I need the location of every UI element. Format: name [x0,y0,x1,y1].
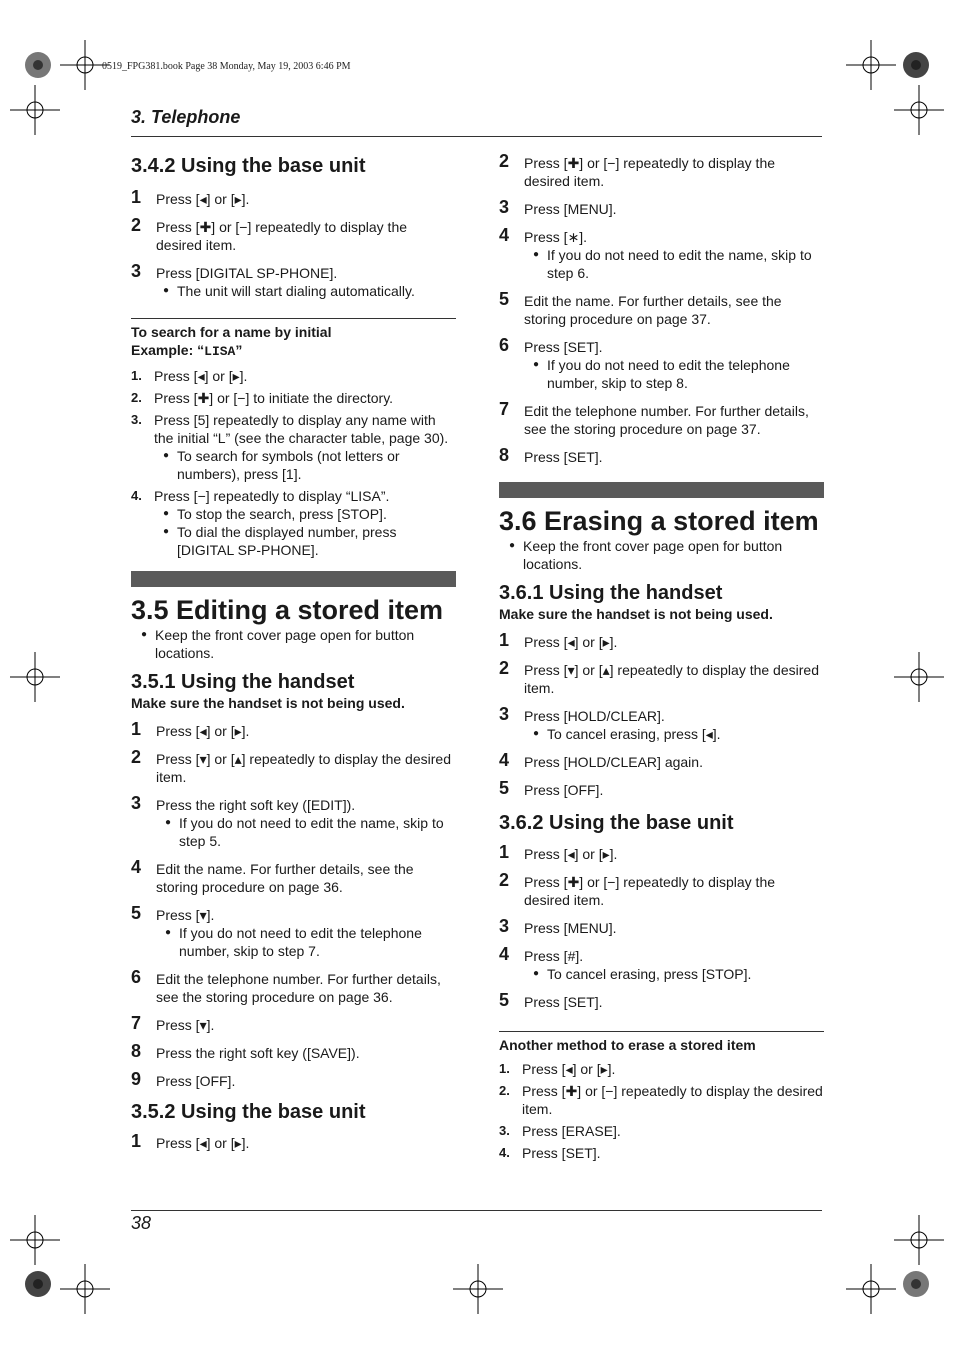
bullet: ● If you do not need to edit the name, skip to step 6. [533,247,812,281]
search-step: 4. Press [−] repeatedly to display “LISA”. [131,488,390,504]
bullet: ● If you do not need to edit the telephone number, skip to step 7. [165,925,422,959]
step: 3 Press the right soft key ([EDIT]). [131,793,356,813]
step: 6 Edit the telephone number. For further details, see the storing procedure on page 36. [131,967,441,1005]
search-step: 3. Press [5] repeatedly to display any name with the initial “L” (see the character table, page 30). [131,412,449,446]
bullet: ● Keep the front cover page open for button locations. [509,538,783,572]
search-title: To search for a name by initial [131,318,456,341]
bullet: ● If you do not need to edit the telephone number, skip to step 8. [533,357,790,391]
page-number: 38 [131,1213,152,1233]
step: 2 Press [▾] or [▴] repeatedly to display the desired item. [131,747,451,785]
heading-3-4-2: 3.4.2 Using the base unit [131,155,366,177]
step: 2 Press [▾] or [▴] repeatedly to display the desired item. [499,658,819,696]
step: 2 Press [✚] or [−] repeatedly to display the desired item. [499,151,776,189]
step: 1 Press [◂] or [▸]. [499,842,618,862]
another-step: 1. Press [◂] or [▸]. [499,1061,616,1077]
color-target-icon [24,51,52,79]
bullet: ● To search for symbols (not letters or numbers), press [1]. [163,448,400,482]
section-title: 3. Telephone [131,107,241,127]
right-column [499,150,824,1162]
bullet: ● Keep the front cover page open for button locations. [141,627,415,661]
step: 8 Press [SET]. [499,445,603,465]
step: 1 Press [◂] or [▸]. [131,719,250,739]
print-header: 0519_FPG381.book Page 38 Monday, May 19, 2003 6:46 PM [102,61,351,72]
step: 3 Press [DIGITAL SP-PHONE]. [131,261,338,281]
step: 1 Press [◂] or [▸]. [499,630,618,650]
heading-3-5-2: 3.5.2 Using the base unit [131,1101,366,1123]
another-step: 4. Press [SET]. [499,1145,601,1161]
step: 3 Press [MENU]. [499,197,617,217]
step: 5 Press [SET]. [499,990,603,1010]
step: 7 Press [▾]. [131,1013,215,1033]
step: 2 Press [✚] or [−] repeatedly to display the desired item. [499,870,776,908]
color-target-icon [902,1270,930,1298]
footer-rule [131,1210,822,1211]
another-step: 2. Press [✚] or [−] repeatedly to display the desired item. [499,1083,823,1117]
heading-3-5-1: 3.5.1 Using the handset [131,671,355,693]
bullet: ● To cancel erasing, press [STOP]. [533,966,752,982]
step: 5 Edit the name. For further details, see the storing procedure on page 37. [499,289,782,327]
another-method-title: Another method to erase a stored item [499,1031,824,1054]
step: 7 Edit the telephone number. For further details, see the storing procedure on page 37. [499,399,809,437]
search-step: 2. Press [✚] or [−] to initiate the directory. [131,390,394,406]
step: 1 Press [◂] or [▸]. [131,187,250,207]
section-bar [499,482,824,498]
bullet: ● To cancel erasing, press [◂]. [533,726,721,742]
registration-mark-icon [453,1264,503,1314]
note: Make sure the handset is not being used. [499,606,773,622]
step: 3 Press [HOLD/CLEAR]. [499,704,665,724]
step: 6 Press [SET]. [499,335,603,355]
step: 9 Press [OFF]. [131,1069,236,1089]
step: 5 Press [▾]. [131,903,215,923]
section-bar [131,571,456,587]
bullet: ● To dial the displayed number, press [DIGITAL SP-PHONE]. [163,524,397,558]
color-target-icon [24,1270,52,1298]
heading-3-5: 3.5 Editing a stored item [131,595,444,625]
registration-mark-icon [10,1215,60,1265]
step: 8 Press the right soft key ([SAVE]). [131,1041,360,1061]
step: 2 Press [✚] or [−] repeatedly to display the desired item. [131,215,408,253]
step: 1 Press [◂] or [▸]. [131,1131,250,1151]
note: Make sure the handset is not being used. [131,695,405,711]
another-step: 3. Press [ERASE]. [499,1123,621,1139]
registration-mark-icon [10,652,60,702]
heading-3-6-1: 3.6.1 Using the handset [499,582,723,604]
search-step: 1. Press [◂] or [▸]. [131,368,248,384]
registration-mark-icon [846,40,896,90]
bullet: ● To stop the search, press [STOP]. [163,506,387,522]
registration-mark-icon [894,1215,944,1265]
example-line: Example: “LISA” [131,342,243,359]
registration-mark-icon [846,1264,896,1314]
step: 4 Edit the name. For further details, see the storing procedure on page 36. [131,857,414,895]
registration-mark-icon [894,652,944,702]
step: 4 Press [#]. [499,944,584,964]
bullet: ● If you do not need to edit the name, skip to step 5. [165,815,444,849]
step: 3 Press [MENU]. [499,916,617,936]
heading-3-6: 3.6 Erasing a stored item [499,506,819,536]
registration-mark-icon [60,1264,110,1314]
color-target-icon [902,51,930,79]
header-rule [131,136,822,137]
step: 5 Press [OFF]. [499,778,604,798]
registration-mark-icon [894,85,944,135]
step: 4 Press [∗]. [499,225,588,245]
step: 4 Press [HOLD/CLEAR] again. [499,750,703,770]
registration-mark-icon [10,85,60,135]
left-column [131,150,456,1152]
bullet: ● The unit will start dialing automatically. [163,283,415,299]
heading-3-6-2: 3.6.2 Using the base unit [499,812,734,834]
